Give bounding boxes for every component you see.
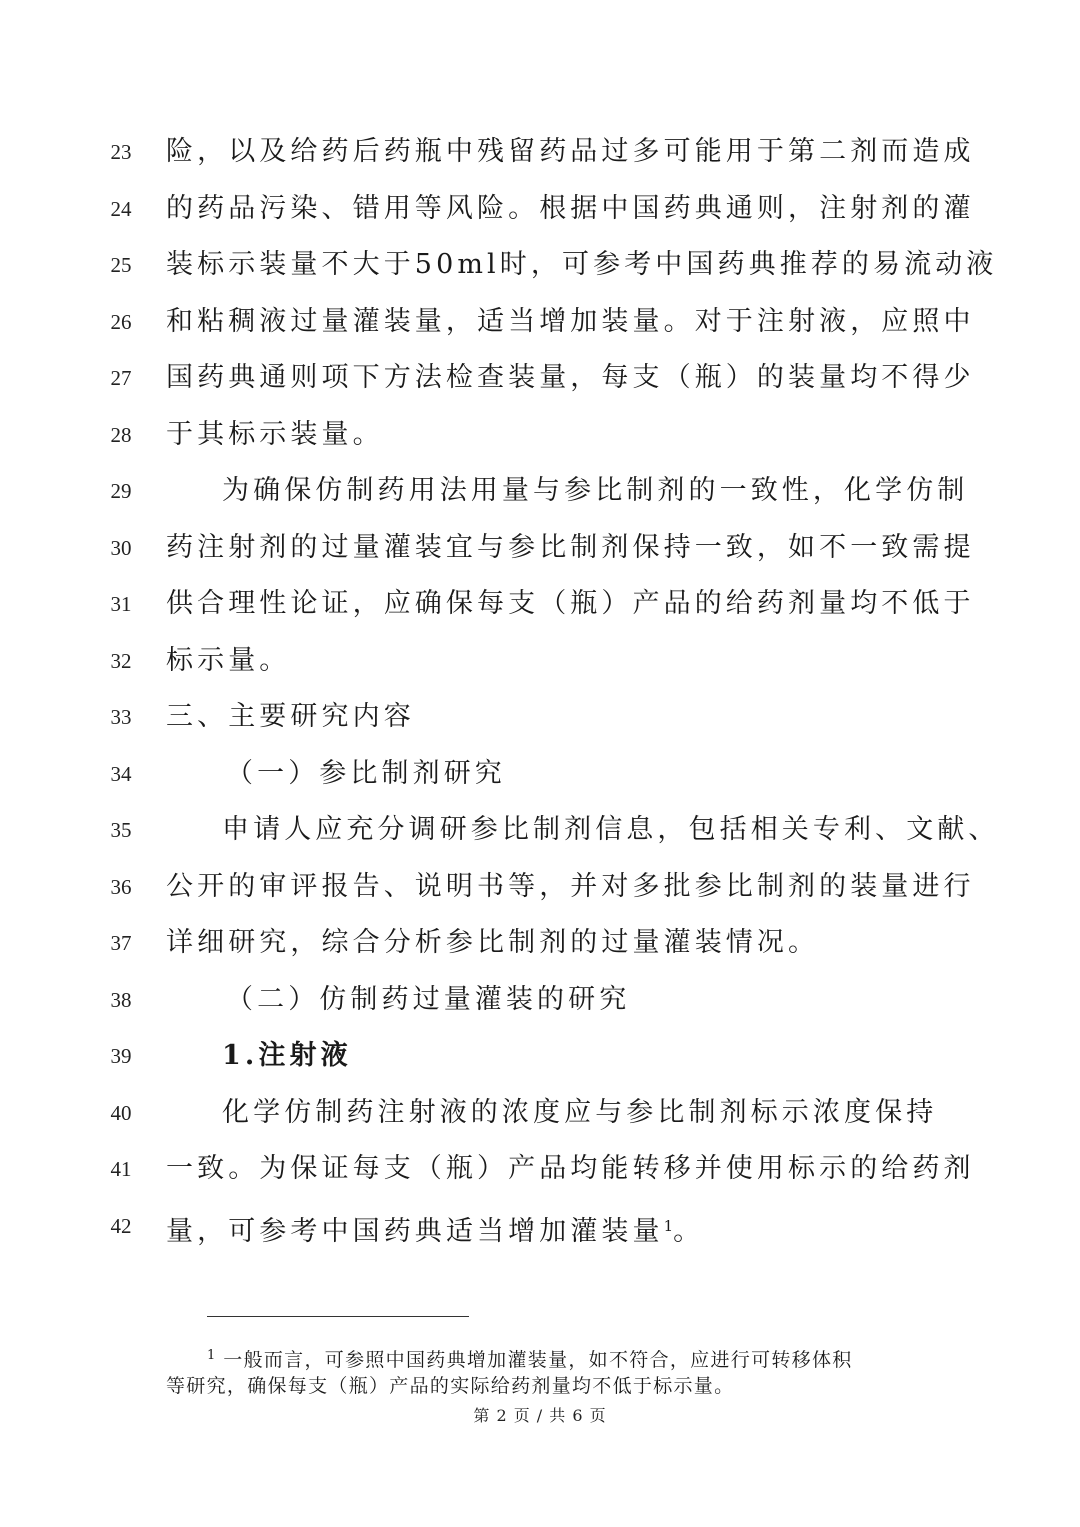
line-number: 39 [110,1044,132,1068]
subsubsection-heading: 1.注射液 [222,1040,352,1071]
line-text: 药注射剂的过量灌装宜与参比制剂保持一致，如不一致需提 [166,532,975,563]
text-line [0,1093,1080,1133]
line-text: 标示量。 [166,645,291,676]
subsubsection-heading-line [0,1036,1080,1076]
line-number: 37 [110,931,132,955]
line-text: 详细研究，综合分析参比制剂的过量灌装情况。 [166,927,820,958]
page-number-footer: 第 2 页 / 共 6 页 [473,1406,607,1425]
subsection-heading: （二）仿制药过量灌装的研究 [226,984,631,1015]
text-line [0,1149,1080,1189]
footnote-divider [207,1316,469,1317]
line-number: 27 [110,366,132,390]
text-line [0,189,1080,229]
line-text: 险，以及给药后药瓶中残留药品过多可能用于第二剂而造成 [166,136,975,167]
line-number: 24 [110,197,132,221]
text-line [0,810,1080,850]
line-text [166,1206,926,1252]
line-number: 23 [110,140,132,164]
line-text: 和粘稠液过量灌装量，适当增加装量。对于注射液，应照中 [166,306,975,337]
line-text: 于其标示装量。 [166,419,384,450]
line-number: 29 [110,479,132,503]
line-number: 38 [110,988,132,1012]
line-number: 36 [110,875,132,899]
line-text: 为确保仿制药用法用量与参比制剂的一致性，化学仿制 [222,475,969,506]
line-number: 25 [110,253,132,277]
text-line [0,302,1080,342]
footnote-line-1 [207,1342,967,1374]
line-number: 28 [110,423,132,447]
line-number: 32 [110,649,132,673]
footnote-line-2 [166,1372,926,1400]
text-line [0,358,1080,398]
line-number: 33 [110,705,132,729]
line-text: 供合理性论证，应确保每支（瓶）产品的给药剂量均不低于 [166,588,975,619]
text-line [0,415,1080,455]
text-line [0,245,1080,285]
footnote-reference[interactable]: 1 [663,1217,674,1235]
line-text: 的药品污染、错用等风险。根据中国药典通则，注射剂的灌 [166,193,975,224]
text-line [0,923,1080,963]
line-number: 34 [110,762,132,786]
line-text: 申请人应充分调研参比制剂信息，包括相关专利、文献、 [222,814,1000,845]
line-text: 国药典通则项下方法检查装量，每支（瓶）的装量均不得少 [166,362,975,393]
line-text: 化学仿制药注射液的浓度应与参比制剂标示浓度保持 [222,1097,938,1128]
subsection-heading-line [0,754,1080,794]
line-number: 42 [110,1214,132,1238]
line-number: 26 [110,310,132,334]
line-text-tail: 。 [673,1216,705,1247]
text-line [0,1206,1080,1246]
line-number: 31 [110,592,132,616]
line-number: 41 [110,1157,132,1181]
footnote-text-2: 等研究，确保每支（瓶）产品的实际给药剂量均不低于标示量。 [166,1375,735,1397]
text-line [0,584,1080,624]
line-text: 公开的审评报告、说明书等，并对多批参比制剂的装量进行 [166,871,975,902]
subsection-heading: （一）参比制剂研究 [226,758,506,789]
line-text: 一致。为保证每支（瓶）产品均能转移并使用标示的给药剂 [166,1153,975,1184]
section-heading-line [0,697,1080,737]
line-number: 35 [110,818,132,842]
text-line [0,471,1080,511]
text-line [0,867,1080,907]
section-heading: 三、主要研究内容 [166,701,415,732]
text-line [0,641,1080,681]
footnote-text-1: 一般而言，可参照中国药典增加灌装量，如不符合，应进行可转移体积 [223,1349,853,1371]
line-number: 30 [110,536,132,560]
line-text: 装标示装量不大于50ml时，可参考中国药典推荐的易流动液 [166,249,998,280]
text-line [0,528,1080,568]
footnote-mark: 1 [207,1348,216,1363]
line-number: 40 [110,1101,132,1125]
subsection-heading-line [0,980,1080,1020]
text-line [0,132,1080,172]
line-text-main: 量，可参考中国药典适当增加灌装量 [166,1216,664,1247]
